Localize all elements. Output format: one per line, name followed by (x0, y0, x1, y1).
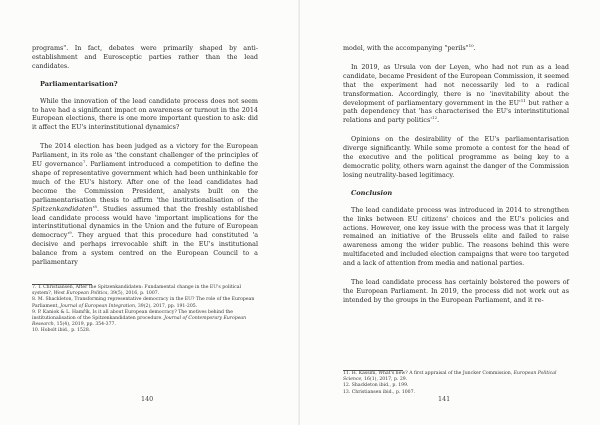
footnote-ref-7[interactable]: 7 (82, 158, 86, 164)
right-paragraph-2: Opinions on the desirability of the EU's parliamentarisation diverge significantly. While some promote a contest for the head of the executive and the political programme as being key to a democratic polity, others warn against the danger of the Commission losing neutrality-based legitimacy. (343, 135, 569, 179)
right-body-column (343, 44, 569, 305)
left-paragraph-2: The 2014 election has been judged as a victory for the European Parliament, in its role as 'the constant challenger of the principles of EU governance$^7$. Parliament introduced a competition to define the shape of representative government which had been unthinkable for much of the EU's history. After one of the lead candidates had become the Commission President, analysts built on the parliamentarisation thesis to affirm 'the institutionalisation of the $Spitzenkandidaten'^8$. Studies assumed that the freshly established lead candidate process would have 'important implications for the interinstitutional dynamics in the Union and the future of European $democracy'^9$. They argued that this procedure had constituted 'a decisive and perhaps irrevocable shift in the EU's institutional balance from a system centred on the European Council to a parliamentary (32, 142, 258, 267)
footnote-12: 12. Shackleton ibid., p. 199. (343, 383, 409, 389)
footnote-13: 13. Christiansen ibid., p. 1007. (343, 389, 415, 395)
footnote-ref-9[interactable]: 9 (69, 230, 72, 236)
right-paragraph-4: The lead candidate process has certainly bolstered the powers of the European Parliament. In 2019, the process did not work out as intended by the groups in the European Parliament, and it re- (343, 278, 569, 304)
footnote-7: 7. T. Christiansen, After the Spitzenkandidaten: Fundamental change in the EU's political system?, West European Politics, 39(5), 2016, p. 1007. (32, 285, 241, 297)
footnote-8: 8. M. Shackleton, Transforming representative democracy in the EU? The role of the European Parliament, Journal of European Integration, 39(2), 2017, pp. 191-205. (32, 297, 255, 309)
footnote-ref-10[interactable]: 10 (468, 42, 474, 48)
footnote-9: 9. P. Kaniok & L. Hamřík, Is it all about European democracy? The motives behind the institutionalisation of the Spitzenkandidaten procedure. Journal of Contemporary European Research, 15(4), 2019, pp. 354-377. (32, 309, 247, 328)
right-paragraph-3: The lead candidate process was introduced in 2014 to strengthen the links between EU citizens' choices and the EU's policies and actions. However, one key issue with the process was that it largely remained an initiative of the Brussels elite and failed to raise awareness among the wider public. The reasons behind this were multifaceted and included election campaigns that were too targeted and a lack of attention from media and national parties. (343, 205, 569, 268)
footnote-10: 10. Hobolt ibid., p. 1528. (32, 328, 91, 334)
footnote-ref-8[interactable]: 8 (94, 203, 97, 209)
right-footnotes (343, 370, 569, 396)
left-footnotes (32, 284, 258, 335)
left-lead-text: programs". In fact, debates were primarily shaped by anti-establishment and Eurosceptic parties rather than the lead candidates. (32, 44, 258, 70)
footnote-ref-11[interactable]: 11 (520, 97, 526, 103)
section-heading-parliamentarisation: Parliamentarisation? (40, 79, 118, 88)
right-page (300, 0, 600, 425)
section-heading-conclusion: Conclusion (351, 188, 393, 197)
left-page-number: 140 (141, 395, 154, 403)
left-body-column (32, 44, 258, 267)
right-page-number: 141 (438, 395, 451, 403)
right-paragraph-1: In 2019, as Ursula von der Leyen, who had not run as a lead candidate, became President of the European Commission, it seemed that the experiment had not necessarily led to a radical transformation. Accordingly, there is no 'inevitability about the development of parliamentary government in the $EU'^{11}$ but rather a path dependency that 'has characterised the EU's interinstitutional relations and party $politics'^{12}$. (343, 62, 569, 125)
right-lead-text: model, with the accompanying "perils"$^{10}$. (343, 42, 476, 52)
footnote-ref-12[interactable]: 12 (432, 115, 438, 121)
left-paragraph-1: While the innovation of the lead candidate process does not seem to have had a significant impact on awareness or turnout in the 2014 European elections, there is one more important question to ask: did it affect the EU's interinstitutional dynamics? (32, 96, 258, 132)
footnote-11: 11. H. Kassim, What's new? A first appraisal of the Juncker Commission, European Political Science, 16(1), 2017, p. 29. (343, 371, 557, 383)
